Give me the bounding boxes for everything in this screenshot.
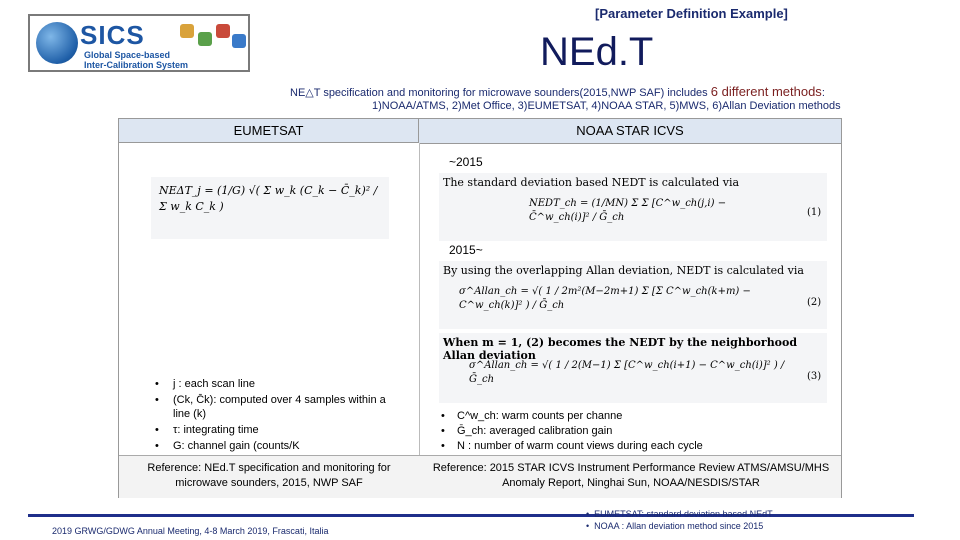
formula-1-number: (1): [807, 207, 822, 218]
column-header-eumetsat: EUMETSAT: [119, 119, 419, 143]
list-item-text: N : number of warm count views during each cycle: [457, 440, 703, 452]
globe-icon: [36, 22, 78, 64]
description-line2: 1)NOAA/ATMS, 2)Met Office, 3)EUMETSAT, 4)NOAA STAR, 5)MWS, 6)Allan Deviation methods: [372, 100, 841, 112]
list-item-text: C^w_ch: warm counts per channe: [457, 410, 623, 422]
list-item-text: EUMETSAT: standard deviation based NEdT: [594, 509, 773, 519]
formula-1-text: NEDT_ch = (1/MN) Σ Σ [C^w_ch(j,i) − C̄^w_ch(i)]² / Ḡ_ch: [529, 198, 727, 223]
tagline: [Parameter Definition Example]: [595, 6, 788, 21]
satellite-icon: [198, 32, 212, 46]
list-item-text: τ: integrating time: [173, 424, 259, 436]
period-label-before-2015: ~2015: [449, 155, 483, 169]
list-item: • τ: integrating time: [155, 424, 259, 436]
formula-2-text: σ^Allan_ch = √( 1 / 2m²(M−2m+1) Σ [Σ C^w_ch(k+m) − C^w_ch(k)]² ) / Ḡ_ch: [459, 286, 751, 311]
footer-meeting: 2019 GRWG/GDWG Annual Meeting, 4-8 March 2019, Frascati, Italia: [52, 526, 329, 536]
list-item: • (Ck, C̄k): computed over 4 samples within a line (k): [155, 394, 386, 420]
list-item: • G: channel gain (counts/K: [155, 440, 300, 452]
column-header-noaa: NOAA STAR ICVS: [419, 119, 841, 144]
footer-divider: [28, 514, 914, 517]
page-title: NEd.T: [540, 30, 654, 74]
formula-2-intro: By using the overlapping Allan deviation, NEDT is calculated via: [443, 264, 804, 277]
description-punct: :: [821, 87, 825, 99]
noaa-formula-3: [439, 333, 827, 403]
list-item: • Ḡ_ch: averaged calibration gain: [441, 425, 613, 437]
logo-subtitle-line2: Inter-Calibration System: [84, 60, 189, 70]
logo-text: SICS: [80, 20, 145, 50]
noaa-variable-list: [441, 409, 831, 453]
reference-row: [119, 455, 841, 498]
logo-subtitle-line1: Global Space-based: [84, 50, 171, 60]
formula-3-text: σ^Allan_ch = √( 1 / 2(M−1) Σ [C^w_ch(i+1) − C^w_ch(i)]² ) / Ḡ_ch: [469, 360, 785, 385]
column-divider: [419, 143, 420, 473]
satellite-icon: [216, 24, 230, 38]
noaa-formula-1: [439, 173, 827, 241]
formula-3-number: (3): [807, 371, 822, 382]
logo-subtitle: [84, 50, 188, 70]
list-item-text: G: channel gain (counts/K: [173, 440, 300, 452]
list-item-text: NOAA : Allan deviation method since 2015: [594, 521, 764, 531]
satellite-icon: [180, 24, 194, 38]
eumetsat-formula: [151, 177, 389, 239]
eumetsat-variable-list: [155, 377, 405, 453]
list-item: • j : each scan line: [155, 378, 255, 390]
comparison-table: [118, 118, 842, 498]
description-text: NE△T specification and monitoring for microwave sounders(2015,NWP SAF) includes: [290, 87, 708, 99]
formula-3-intro: When m = 1, (2) becomes the NEDT by the neighborhood Allan deviation: [443, 336, 798, 362]
reference-eumetsat: Reference: NEd.T specification and monitoring for microwave sounders, 2015, NWP SAF: [147, 462, 391, 489]
formula-1-intro: The standard deviation based NEDT is calculated via: [443, 176, 740, 189]
list-item: • NOAA : Allan deviation method since 2015: [586, 521, 764, 531]
list-item: • N : number of warm count views during each cycle: [441, 440, 703, 452]
reference-noaa: Reference: 2015 STAR ICVS Instrument Performance Review ATMS/AMSU/MHS Anomaly Report, Ninghai Sun, NOAA/NESDIS/STAR: [432, 462, 830, 489]
footer-summary: [586, 508, 773, 532]
list-item-text: Ḡ_ch: averaged calibration gain: [457, 425, 613, 437]
period-label-after-2015: 2015~: [449, 243, 483, 257]
eumetsat-formula-text: NEΔT_j = (1/G) √( Σ w_k (C_k − C̄_k)² / Σ w_k C_k ): [159, 184, 378, 213]
gsics-logo: [28, 14, 250, 72]
noaa-formula-2: [439, 261, 827, 329]
description-line1: [290, 84, 825, 99]
list-item: • C^w_ch: warm counts per channe: [441, 410, 623, 422]
list-item-text: (Ck, C̄k): computed over 4 samples within a line (k): [173, 394, 386, 420]
satellite-icon: [232, 34, 246, 48]
list-item-text: j : each scan line: [173, 378, 255, 390]
formula-2-number: (2): [807, 297, 822, 308]
list-item: • EUMETSAT: standard deviation based NEdT: [586, 509, 773, 519]
description-highlight: 6 different methods: [710, 84, 822, 99]
